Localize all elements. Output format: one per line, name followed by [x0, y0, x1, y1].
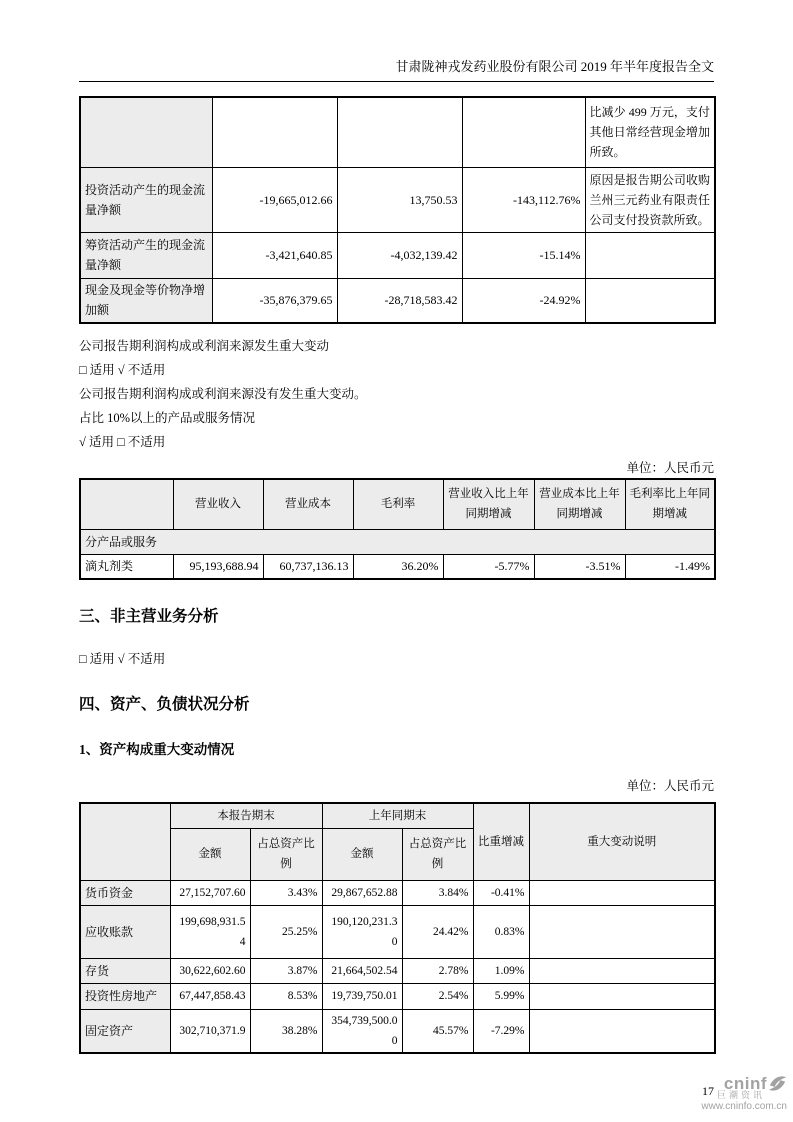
unit-label: 单位：人民币元 [626, 461, 714, 475]
table-row [80, 278, 715, 323]
subsection-title-asset-composition: 1、资产构成重大变动情况 [79, 742, 235, 757]
asset-ratio-change-value: 5.99% [473, 983, 529, 1009]
asset-row-label: 存货 [80, 958, 170, 983]
asset-amount-prior: 190,120,231.30 [322, 905, 402, 958]
asset-ratio-prior: 3.84% [402, 880, 473, 905]
asset-ratio-current: 25.25% [250, 905, 322, 958]
product-table [79, 478, 716, 580]
asset-ratio-prior: 2.54% [402, 983, 473, 1009]
cashflow-note [585, 232, 715, 278]
products-applicable: √ 适用 □ 不适用 [79, 435, 166, 449]
table-row [80, 905, 715, 958]
product-header-margin: 毛利率 [353, 479, 443, 529]
table-row [80, 983, 715, 1009]
cninfo-swirl-icon [768, 1074, 787, 1093]
asset-ratio-change-value: -0.41% [473, 880, 529, 905]
cashflow-row-label [80, 97, 212, 167]
asset-amount-prior: 29,867,652.88 [322, 880, 402, 905]
asset-ratio-prior: 24.42% [402, 905, 473, 958]
product-header-cost-yoy: 营业成本比上年同期增减 [534, 479, 625, 529]
cashflow-current-value: -3,421,640.85 [212, 232, 337, 278]
cashflow-table [79, 96, 716, 324]
product-cost-value: 60,737,136.13 [263, 554, 353, 579]
table-header-row [80, 479, 715, 529]
page-content [79, 0, 714, 1099]
cashflow-row-label: 现金及现金等价物净增加额 [80, 278, 212, 323]
asset-header-current-period: 本报告期末 [170, 803, 322, 828]
product-cost-yoy-value: -3.51% [534, 554, 625, 579]
cashflow-note [585, 278, 715, 323]
asset-ratio-change-value: 0.83% [473, 905, 529, 958]
table-group-row [80, 529, 715, 554]
asset-header-ratio: 占总资产比例 [250, 828, 322, 880]
asset-amount-prior: 21,664,502.54 [322, 958, 402, 983]
product-revenue-yoy-value: -5.77% [443, 554, 534, 579]
asset-header-amount: 金额 [170, 828, 250, 880]
asset-table [79, 802, 716, 1054]
table-row [80, 554, 715, 579]
asset-note [529, 1009, 715, 1053]
table-row [80, 880, 715, 905]
asset-amount-prior: 354,739,500.00 [322, 1009, 402, 1053]
asset-ratio-current: 8.53% [250, 983, 322, 1009]
profit-change-applicable: □ 适用 √ 不适用 [79, 363, 166, 377]
cashflow-row-label: 投资活动产生的现金流量净额 [80, 167, 212, 232]
cashflow-change-value: -24.92% [462, 278, 585, 323]
cashflow-row-label: 筹资活动产生的现金流量净额 [80, 232, 212, 278]
page-number: 17 [702, 1083, 714, 1098]
unit-label: 单位：人民币元 [626, 779, 714, 793]
asset-row-label: 货币资金 [80, 880, 170, 905]
table-header-row [80, 803, 715, 828]
asset-amount-prior: 19,739,750.01 [322, 983, 402, 1009]
asset-header-blank [80, 803, 170, 880]
section-title-assets-liabilities: 四、资产、负债状况分析 [79, 696, 250, 713]
cashflow-change-value: -143,112.76% [462, 167, 585, 232]
asset-row-label: 投资性房地产 [80, 983, 170, 1009]
table-row [80, 97, 715, 167]
cninfo-url: www.cninfo.com.cn [701, 1101, 787, 1112]
asset-ratio-prior: 45.57% [402, 1009, 473, 1053]
product-header-margin-yoy: 毛利率比上年同期增减 [625, 479, 715, 529]
asset-row-label: 应收账款 [80, 905, 170, 958]
asset-header-ratio-change: 比重增减 [473, 803, 529, 880]
asset-row-label: 固定资产 [80, 1009, 170, 1053]
product-header-cost: 营业成本 [263, 479, 353, 529]
cashflow-change-value: -15.14% [462, 232, 585, 278]
table-row [80, 1009, 715, 1053]
cninfo-chinese-name: 巨潮资讯 [716, 1090, 765, 1100]
table-row [80, 232, 715, 278]
product-header-revenue-yoy: 营业收入比上年同期增减 [443, 479, 534, 529]
product-group-label: 分产品或服务 [80, 529, 715, 554]
cninfo-logo [701, 1074, 787, 1113]
asset-ratio-current: 3.87% [250, 958, 322, 983]
asset-ratio-change-value: -7.29% [473, 1009, 529, 1053]
notes-block [79, 334, 714, 454]
product-header-blank [80, 479, 173, 529]
asset-amount-current: 199,698,931.54 [170, 905, 250, 958]
cashflow-prior-value: 13,750.53 [337, 167, 462, 232]
cashflow-change-value [462, 97, 585, 167]
products-title: 占比 10%以上的产品或服务情况 [79, 411, 256, 425]
table-row [80, 958, 715, 983]
asset-header-prior-period: 上年同期末 [322, 803, 473, 828]
asset-amount-current: 27,152,707.60 [170, 880, 250, 905]
asset-note [529, 983, 715, 1009]
asset-amount-current: 67,447,858.43 [170, 983, 250, 1009]
cninfo-brand-text: cninf [723, 1074, 767, 1093]
table-row [80, 167, 715, 232]
cashflow-prior-value: -4,032,139.42 [337, 232, 462, 278]
product-margin-yoy-value: -1.49% [625, 554, 715, 579]
asset-note [529, 958, 715, 983]
asset-ratio-change-value: 1.09% [473, 958, 529, 983]
asset-header-amount: 金额 [322, 828, 402, 880]
asset-ratio-prior: 2.78% [402, 958, 473, 983]
product-header-revenue: 营业收入 [173, 479, 263, 529]
cashflow-prior-value: -28,718,583.42 [337, 278, 462, 323]
cashflow-note: 原因是报告期公司收购兰州三元药业有限责任公司支付投资款所致。 [585, 167, 715, 232]
profit-change-note: 公司报告期利润构成或利润来源没有发生重大变动。 [79, 387, 367, 401]
asset-amount-current: 30,622,602.60 [170, 958, 250, 983]
asset-note [529, 880, 715, 905]
section-title-non-main-business: 三、非主营业务分析 [79, 608, 219, 625]
asset-header-note: 重大变动说明 [529, 803, 715, 880]
cashflow-current-value [212, 97, 337, 167]
asset-ratio-current: 38.28% [250, 1009, 322, 1053]
cashflow-current-value: -35,876,379.65 [212, 278, 337, 323]
product-margin-value: 36.20% [353, 554, 443, 579]
asset-ratio-current: 3.43% [250, 880, 322, 905]
asset-note [529, 905, 715, 958]
asset-header-ratio: 占总资产比例 [402, 828, 473, 880]
product-revenue-value: 95,193,688.94 [173, 554, 263, 579]
cashflow-current-value: -19,665,012.66 [212, 167, 337, 232]
cashflow-prior-value [337, 97, 462, 167]
profit-change-title: 公司报告期利润构成或利润来源发生重大变动 [79, 339, 330, 353]
asset-amount-current: 302,710,371.9 [170, 1009, 250, 1053]
report-header-title: 甘肃陇神戎发药业股份有限公司 2019 年半年度报告全文 [79, 0, 714, 82]
non-main-business-applicable: □ 适用 √ 不适用 [79, 652, 166, 666]
cashflow-note: 比减少 499 万元，支付其他日常经营现金增加所致。 [585, 97, 715, 167]
product-row-label: 滴丸剂类 [80, 554, 173, 579]
